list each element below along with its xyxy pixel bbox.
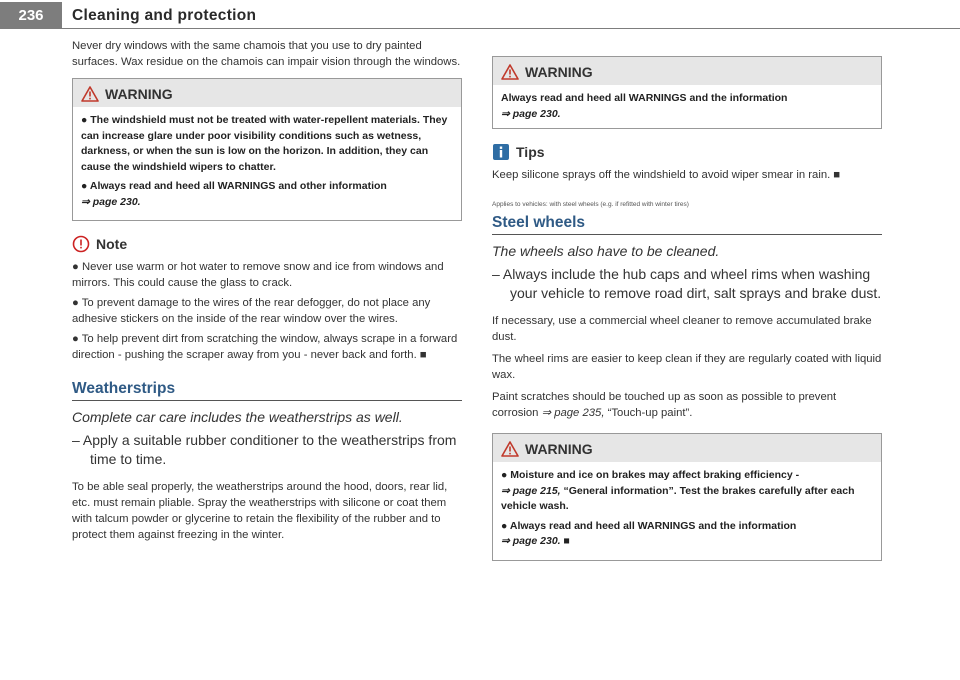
warning-item-text: Always read and heed all WARNINGS and the information [509,519,797,532]
warning-item: ● The windshield must not be treated with water-repellent materials. They can increase glare under poor visibility conditions such as wetness, darkness, or when the sun is low on the horizon. In addition, they can cause the windshield wipers to chatter. [81,114,448,173]
page-reference-link[interactable]: ⇒ page 215, [501,484,561,497]
note-item: ● To prevent damage to the wires of the rear defogger, do not place any adhesive stickers on the inside of the rear window over the wires. [72,297,431,325]
warning-title: WARNING [525,441,593,457]
warning-item: ● Always read and heed all WARNINGS and other information ⇒ page 230. [81,180,387,208]
warning-header [73,79,461,107]
note-item-text: Never use warm or hot water to remove snow and ice from windows and mirrors. This could cause the glass to crack. [72,261,444,289]
warning-body [493,462,881,560]
warning-box-windshield [72,78,462,221]
note-item-text: To prevent damage to the wires of the rear defogger, do not place any adhesive stickers on the inside of the rear window over the wires. [72,297,431,325]
note-item: ● To help prevent dirt from scratching the window, always scrape in a forward direction - pushing the scraper away from you - never back and forth. ■ [72,333,458,361]
page-reference-link[interactable]: ⇒ page 235, [541,407,605,419]
chapter-title: Cleaning and protection [72,7,257,24]
warning-triangle-icon [501,441,519,457]
section-heading-steel-wheels: Steel wheels [492,215,882,235]
intro-paragraph: Never dry windows with the same chamois that you use to dry painted surfaces. Wax residue on the chamois can impair vision through the windows. [72,40,461,68]
body-paragraph: The wheel rims are easier to keep clean if they are regularly coated with liquid wax. [492,353,882,381]
warning-item-text: Moisture and ice on brakes may affect braking efficiency - [510,469,800,481]
paragraph-text: “Touch-up paint”. [607,407,693,419]
warning-item-text: “General information”. Test the brakes carefully after each vehicle wash. [501,484,855,512]
tips-header [492,143,882,161]
warning-item: ● Moisture and ice on brakes may affect braking efficiency - ⇒ page 215, “General information”. Test the brakes carefully after each vehicle wash. [501,469,855,512]
left-column [72,38,462,549]
note-title: Note [96,236,128,252]
body-paragraph: If necessary, use a commercial wheel cleaner to remove accumulated brake dust. [492,315,872,343]
warning-header [493,57,881,85]
tips-text: Keep silicone sprays off the windshield to avoid wiper smear in rain. ■ [492,169,841,181]
tips-title: Tips [516,144,545,160]
warning-body [493,85,881,128]
applies-to-note: Applies to vehicles: with steel wheels (e.g. if refitted with winter tires) [492,201,689,208]
body-paragraph: To be able seal properly, the weatherstrips around the hood, doors, rear lid, etc. must remain pliable. Spray the weatherstrips with silicone or coat them with talcum powder or glycerine to retain the flexibility of the rubber and to protect them against freezing in the winter. [72,481,448,541]
warning-triangle-icon [81,86,99,102]
warning-title: WARNING [525,64,593,80]
header-rule [62,28,960,29]
note-header [72,235,462,253]
warning-item-text: The windshield must not be treated with water-repellent materials. They can increase glare under poor visibility conditions such as wetness, darkness, or when the sun is low on the horizon. In addition, they can cause the windshield wipers to chatter. [81,114,448,173]
page-reference-link[interactable]: ⇒ page 230. ■ [501,535,570,547]
instruction-step: – Apply a suitable rubber conditioner to the weatherstrips from time to time. [72,432,457,467]
note-circle-icon [72,235,90,253]
note-item: ● Never use warm or hot water to remove snow and ice from windows and mirrors. This could cause the glass to crack. [72,261,444,289]
warning-triangle-icon [501,64,519,80]
warning-box-brakes [492,433,882,561]
warning-body [73,107,461,220]
page-header [0,0,960,30]
warning-item-text: Always read and heed all WARNINGS and other information [89,180,387,192]
section-subheading: Complete car care includes the weatherstrips as well. [72,409,403,425]
warning-text: Always read and heed all WARNINGS and the information [501,92,788,104]
note-item-text: To help prevent dirt from scratching the window, always scrape in a forward direction - pushing the scraper away from you - never back and forth. ■ [72,333,458,361]
right-column [492,38,882,561]
page-number: 236 [0,2,62,29]
paragraph-text: Paint scratches should be touched up as soon as possible to prevent corrosion [492,391,837,419]
page-reference-link[interactable]: ⇒ page 230. [81,195,141,208]
warning-title: WARNING [105,86,173,102]
body-paragraph [492,389,882,421]
warning-item: ● Always read and heed all WARNINGS and the information ⇒ page 230. ■ [501,519,797,547]
page-reference-link[interactable]: ⇒ page 230. [501,107,561,120]
warning-box-general [492,56,882,129]
section-subheading: The wheels also have to be cleaned. [492,243,720,259]
info-icon [492,143,510,161]
instruction-step: – Always include the hub caps and wheel rims when washing your vehicle to remove road dirt, salt sprays and brake dust. [492,266,882,301]
warning-header [493,434,881,462]
section-heading-weatherstrips: Weatherstrips [72,381,462,401]
